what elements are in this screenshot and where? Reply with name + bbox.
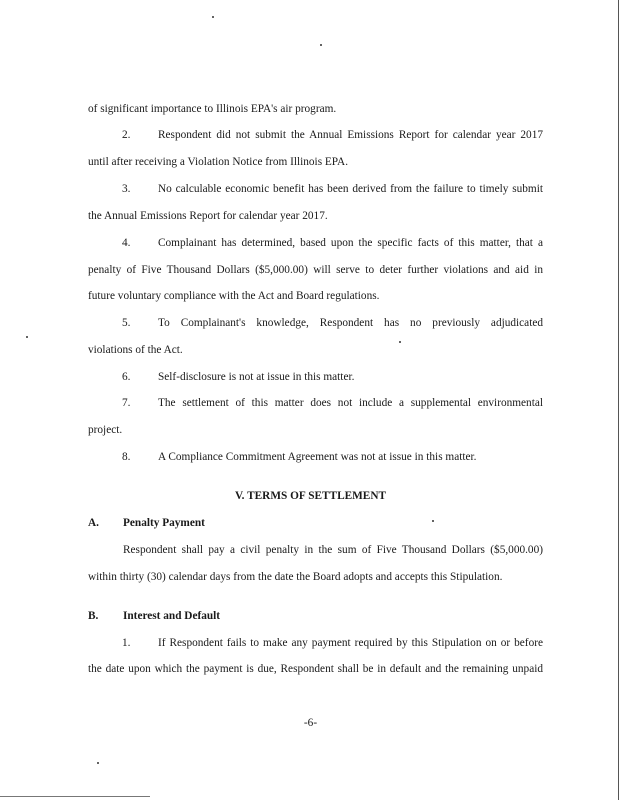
body-line: No calculable economic benefit has been derived from the failure to timely submit bbox=[158, 183, 543, 195]
paragraph-number: 4. bbox=[122, 237, 131, 249]
body-line: violations of the Act. bbox=[88, 344, 183, 356]
paragraph-number: 3. bbox=[122, 183, 131, 195]
scan-speck bbox=[320, 44, 322, 46]
scan-edge-right bbox=[618, 0, 619, 800]
paragraph-number: 1. bbox=[122, 637, 131, 649]
paragraph-number: 5. bbox=[122, 317, 131, 329]
body-line: Respondent did not submit the Annual Emissions Report for calendar year 2017 bbox=[158, 129, 543, 141]
subsection-title: Interest and Default bbox=[123, 610, 221, 622]
paragraph-number: 7. bbox=[122, 397, 131, 409]
scan-speck bbox=[212, 16, 214, 18]
scan-speck bbox=[97, 762, 99, 764]
section-heading: V. TERMS OF SETTLEMENT bbox=[234, 490, 387, 502]
body-line: penalty of Five Thousand Dollars ($5,000.00) will serve to deter further violations and aid in bbox=[88, 264, 543, 276]
body-line: until after receiving a Violation Notice from Illinois EPA. bbox=[88, 156, 349, 168]
scan-speck bbox=[432, 520, 434, 522]
paragraph-number: 6. bbox=[122, 371, 131, 383]
paragraph-number: 8. bbox=[122, 451, 131, 463]
subsection-letter: B. bbox=[88, 610, 99, 622]
body-line: Complainant has determined, based upon the specific facts of this matter, that a bbox=[158, 237, 543, 249]
scan-speck bbox=[26, 336, 28, 338]
subsection-title: Penalty Payment bbox=[123, 517, 205, 529]
body-line: project. bbox=[88, 424, 123, 436]
body-line: To Complainant's knowledge, Respondent has no previously adjudicated bbox=[158, 317, 543, 329]
body-line: the date upon which the payment is due, Respondent shall be in default and the remaining unpaid bbox=[88, 663, 543, 675]
page-number: -6- bbox=[303, 717, 318, 729]
body-line: A Compliance Commitment Agreement was not at issue in this matter. bbox=[158, 451, 477, 463]
body-line: Self-disclosure is not at issue in this matter. bbox=[158, 371, 355, 383]
body-line: of significant importance to Illinois EPA's air program. bbox=[88, 103, 337, 115]
body-line: future voluntary compliance with the Act and Board regulations. bbox=[88, 290, 380, 302]
scan-edge-bottom bbox=[0, 796, 150, 797]
subsection-letter: A. bbox=[88, 517, 99, 529]
body-line: the Annual Emissions Report for calendar year 2017. bbox=[88, 210, 328, 222]
body-line: If Respondent fails to make any payment required by this Stipulation on or before bbox=[158, 637, 543, 649]
paragraph-number: 2. bbox=[122, 129, 131, 141]
body-line: The settlement of this matter does not include a supplemental environmental bbox=[158, 397, 543, 409]
body-line: within thirty (30) calendar days from the date the Board adopts and accepts this Stipulation. bbox=[88, 571, 503, 583]
body-line: Respondent shall pay a civil penalty in the sum of Five Thousand Dollars ($5,000.00) bbox=[123, 544, 543, 556]
